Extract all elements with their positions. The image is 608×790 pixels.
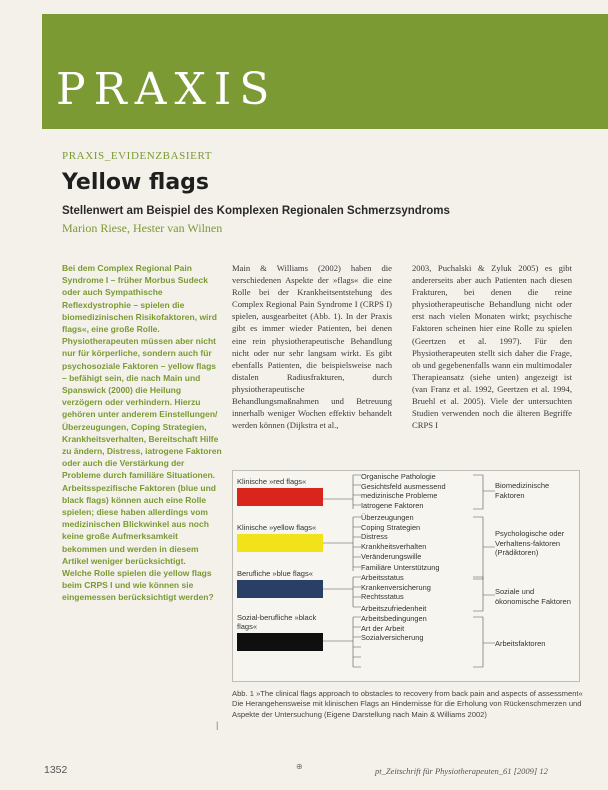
factor-item: Art der Arbeit	[361, 623, 405, 633]
lead-paragraph: Physiotherapeuten müssen aber nicht nur für körperliche, sondern auch für psychosoziale Faktoren – yellow flags – befähigt sein, die nach Main und Spanswick (2000) die Heilung verzögern oder verhindern. Hierzu gehören unter anderem Einstellungen/Überzeugungen, Coping Strategien, Krankheitsverhalten, Bereitschaft Hilfe zu ändern, Distress, iatrogene Faktoren oder auch die Verstärkung der Probleme durch familiäre Situationen.	[62, 336, 222, 481]
flag-group	[237, 523, 323, 552]
margin-mark: |	[216, 720, 219, 730]
section-label: PRAXIS_EVIDENZBASIERT	[62, 150, 213, 162]
factor-item: Organische Pathologie	[361, 472, 436, 481]
registration-mark-icon: ⊕	[296, 762, 303, 771]
factor-item: Gesichtsfeld ausmessend	[361, 481, 446, 491]
flag-color-bar	[237, 488, 323, 506]
figure-caption: Abb. 1 »The clinical flags approach to obstacles to recovery from back pain and aspects of assessment« Die Herangehensweise mit klinischen Flags an Hindernisse für die Erholung von Rückenschmerzen und Aspekte der Untersuchung (Eigene Darstellung nach Main & Williams 2002)	[232, 689, 583, 719]
article-authors: Marion Riese, Hester van Wilnen	[62, 221, 223, 235]
factor-item: Sozialversicherung	[361, 633, 424, 643]
factor-item: Familiäre Unterstützung	[361, 563, 440, 573]
flag-groups	[233, 471, 327, 681]
lead-paragraph: Arbeitsspezifische Faktoren (blue und black flags) können auch eine Rolle spielen; diese haben allerdings vom medizinischen Blickwinkel aus noch keine große Aufmerksamkeit bekommen und werden in diesem Artikel weniger berücksichtigt.	[62, 482, 216, 566]
lead-paragraph: Welche Rolle spielen die yellow flags beim CRPS I und wie können sie eingemessen berücksichtigt werden?	[62, 568, 214, 603]
factor-item: Arbeitsbedingungen	[361, 613, 427, 623]
factor-item: Arbeitsstatus	[361, 573, 404, 583]
lead-paragraph: Bei dem Complex Regional Pain Syndrome I – früher Morbus Sudeck oder auch Sympathische Reflexdystrophie – spielen die biomedizinischen Risikofaktoren, wird flags«, eine große Rolle.	[62, 263, 217, 335]
flag-factor-list	[361, 471, 489, 643]
article-title: Yellow flags	[62, 170, 210, 195]
flag-group-label: Klinische »red flags«	[237, 477, 307, 486]
lead-column	[62, 262, 222, 604]
factor-item: Krankheitsverhalten	[361, 541, 427, 551]
factor-item: Iatrogene Faktoren	[361, 501, 424, 511]
flag-color-bar	[237, 534, 323, 552]
factor-item: Arbeitszufriedenheit	[361, 604, 427, 614]
factor-item: Rechtsstatus	[361, 592, 404, 602]
factor-item: Distress	[361, 532, 388, 542]
flag-group	[237, 477, 323, 506]
factor-category: Psychologische oder Verhaltens-faktoren (Prädiktoren)	[495, 529, 565, 557]
factor-item: medizinische Probleme	[361, 491, 438, 501]
section-banner-title: PRAXIS	[56, 64, 278, 115]
page-number: 1352	[44, 764, 68, 776]
factor-category: Biomedizinische Faktoren	[495, 481, 550, 500]
article-subtitle: Stellenwert am Beispiel des Komplexen Regionalen Schmerzsyndroms	[62, 205, 450, 217]
factor-item: Coping Strategien	[361, 522, 421, 532]
flags-figure	[232, 470, 580, 682]
flag-group	[237, 613, 323, 651]
flag-group-label: Klinische »yellow flags«	[237, 523, 317, 532]
factor-category: Soziale und ökonomische Faktoren	[495, 587, 571, 606]
body-column-2: Main & Williams (2002) haben die verschiedenen Aspekte der »flags« die eine Rolle bei der Krankheitsentstehung des Complex Regional Pain Syndrome I (CRPS I) spielen, ausgearbeitet (Abb. 1). In der Praxis gibt es immer wieder Patienten, bei denen eine rein physiotherapeutische Behandlung nicht oder nur sehr langsam wirkt. Es gibt ebenfalls Patienten, die beispielsweise nach distalen Radiusfrakturen, durch physiotherapeutische Behandlungsmaßnahmen und Betreuung innerhalb weniger Wochen effektiv behandelt werden können (Dijkstra et al.,	[232, 263, 392, 431]
journal-footer: pt_Zeitschrift für Physiotherapeuten_61 [2009] 12	[375, 766, 548, 776]
flag-group	[237, 569, 323, 598]
flag-group-label: Sozial-berufliche »black flags«	[237, 613, 317, 631]
flag-color-bar	[237, 633, 323, 651]
factor-item: Veränderungswille	[361, 551, 422, 561]
flag-color-bar	[237, 580, 323, 598]
factor-category: Arbeitsfaktoren	[495, 639, 546, 648]
header-banner	[42, 14, 608, 129]
factor-item: Überzeugungen	[361, 512, 414, 522]
body-column-3: 2003, Puchalski & Zyluk 2005) es gibt andererseits aber auch Patienten nach diesen Frakturen, bei denen die reine physiotherapeutische Behandlung nicht oder erst nach vielen Monaten wirkt; psychische Faktoren scheinen hier eine Rolle zu spielen (Geertzen et al. 1997). Für den Physiotherapeuten stellt sich daher die Frage, ob und gegebenenfalls wann ein multimodaler Therapieansatz (siehe unten) angezeigt ist (van Franz et al. 1992, Geertzen et al. 1994, Bruehl et al. 2005). Viele der untersuchten Studien verwenden noch die älteren Begriffe CRPS I	[412, 263, 572, 431]
factor-item: Krankenversicherung	[361, 582, 431, 592]
flag-group-label: Berufliche »blue flags«	[237, 569, 313, 578]
